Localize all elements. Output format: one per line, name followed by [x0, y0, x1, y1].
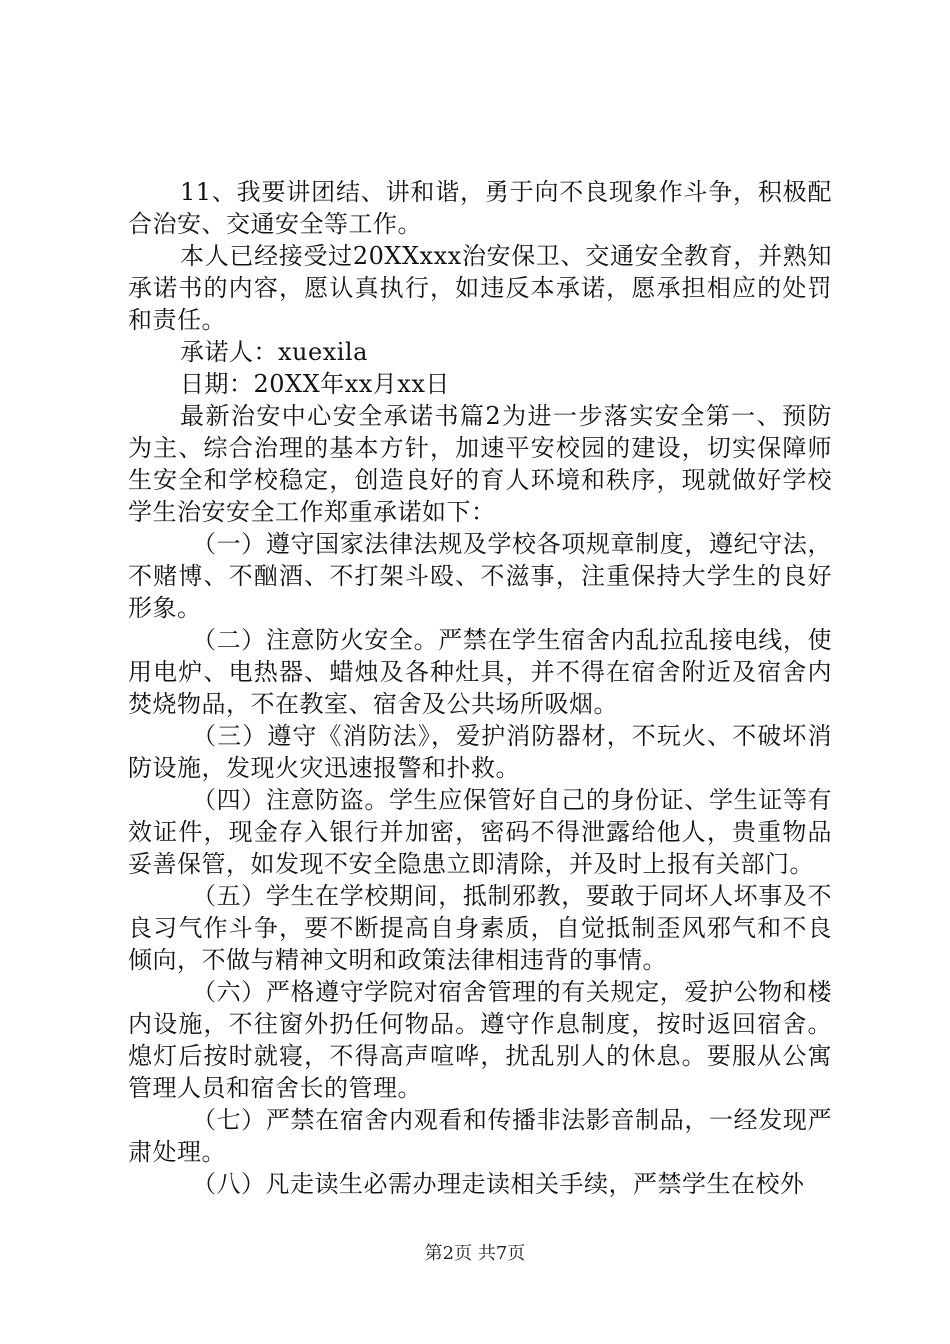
page-indicator: 第2页 共7页 [424, 1243, 526, 1264]
document-body [128, 176, 832, 1200]
paragraph-clause-4: （四）注意防盗。学生应保管好自己的身份证、学生证等有效证件，现金存入银行并加密，密码不得泄露给他人，贵重物品妥善保管，如发现不安全隐患立即清除，并及时上报有关部门。 [128, 786, 832, 878]
paragraph-clause-8: （八）凡走读生必需办理走读相关手续，严禁学生在校外 [192, 1170, 805, 1198]
paragraph-clause-6: （六）严格遵守学院对宿舍管理的有关规定，爱护公物和楼内设施，不往窗外扔任何物品。遵守作息制度，按时返回宿舍。熄灯后按时就寝，不得高声喧哗，扰乱别人的休息。要服从公寓管理人员和宿舍长的管理。 [128, 978, 832, 1102]
paragraph-clause-5: （五）学生在学校期间，抵制邪教，要敢于同坏人坏事及不良习气作斗争，要不断提高自身素质，自觉抵制歪风邪气和不良倾向，不做与精神文明和政策法律相违背的事情。 [128, 882, 832, 974]
paragraph-item-11: 11、我要讲团结、讲和谐，勇于向不良现象作斗争，积极配合治安、交通安全等工作。 [128, 178, 832, 238]
paragraph-clause-3: （三）遵守《消防法》，爱护消防器材，不玩火、不破坏消防设施，发现火灾迅速报警和扑救。 [128, 722, 832, 782]
paragraph-clause-7: （七）严禁在宿舍内观看和传播非法影音制品，一经发现严肃处理。 [128, 1106, 832, 1166]
paragraph-acknowledgement: 本人已经接受过20XXxxx治安保卫、交通安全教育，并熟知承诺书的内容，愿认真执行，如违反本承诺，愿承担相应的处罚和责任。 [128, 242, 832, 334]
paragraph-clause-1: （一）遵守国家法律法规及学校各项规章制度，遵纪守法，不赌博、不酗酒、不打架斗殴、不滋事，注重保持大学生的良好形象。 [128, 530, 832, 622]
paragraph-intro-section-2: 最新治安中心安全承诺书篇2为进一步落实安全第一、预防为主、综合治理的基本方针，加速平安校园的建设，切实保障师生安全和学校稳定，创造良好的育人环境和秩序，现就做好学校学生治安安全工作郑重承诺如下： [128, 402, 832, 526]
paragraph-clause-2: （二）注意防火安全。严禁在学生宿舍内乱拉乱接电线，使用电炉、电热器、蜡烛及各种灶具，并不得在宿舍附近及宿舍内焚烧物品，不在教室、宿舍及公共场所吸烟。 [128, 626, 832, 718]
paragraph-date: 日期：20XX年xx月xx日 [180, 370, 450, 398]
paragraph-signatory: 承诺人：xuexila [180, 338, 368, 366]
